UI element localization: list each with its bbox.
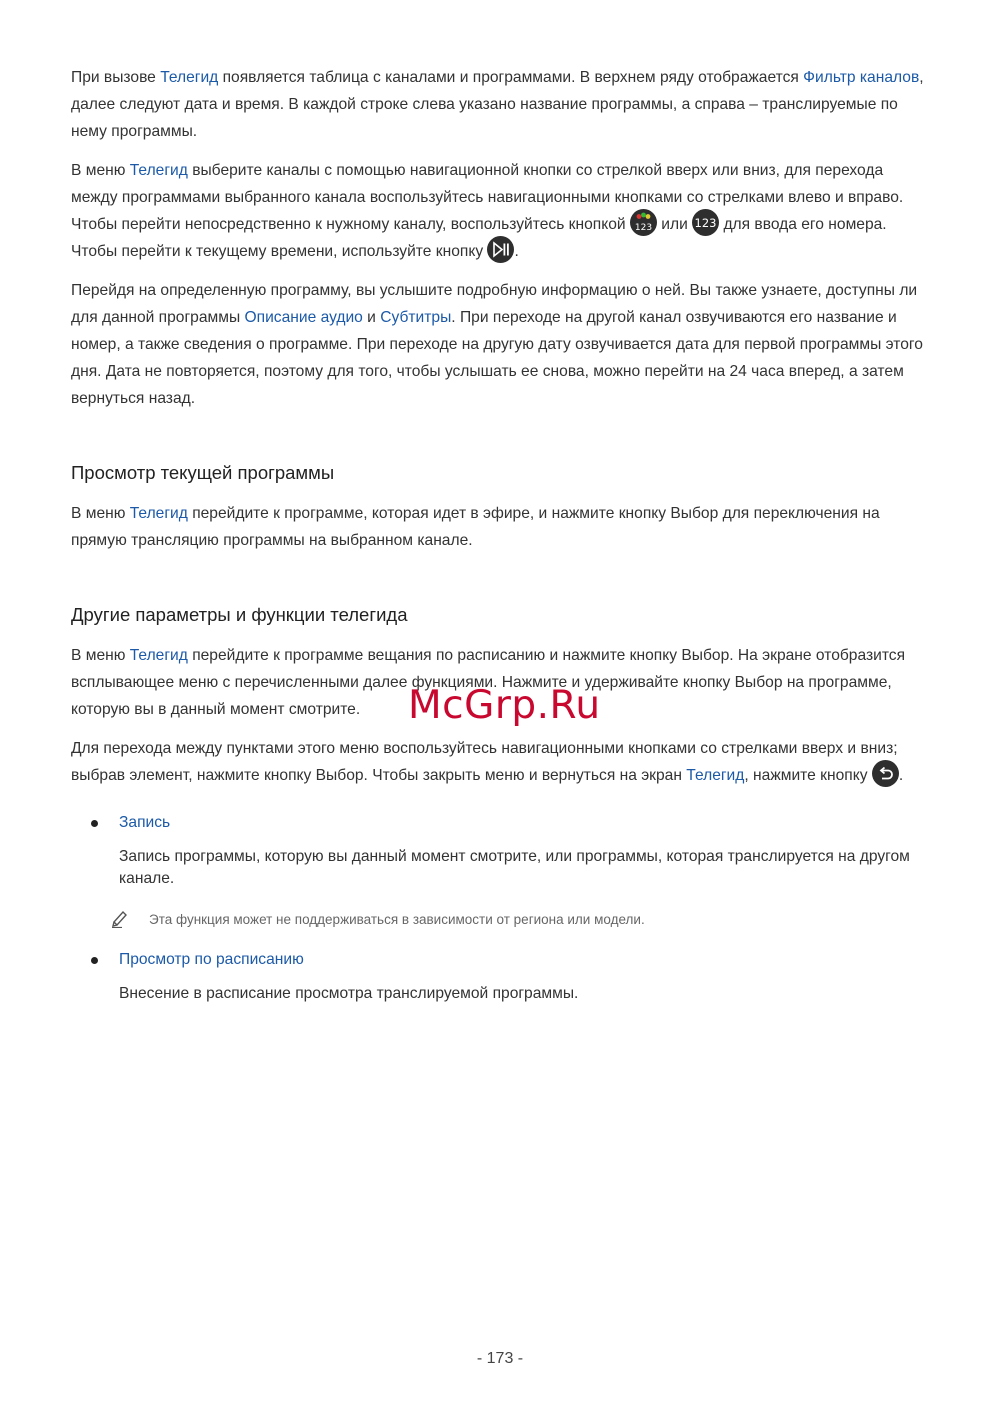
page-number: - 173 - bbox=[476, 1350, 524, 1367]
navigation-paragraph: В меню Телегид выберите каналы с помощью навигационной кнопки со стрелкой вверх или вниз, для перехода между программами выбранного канала воспользуйтесь навигационными кнопками со стрелками влево и вправо. Чтобы перейти непосредственно к нужному каналу, воспользуйтесь кнопкой 123 или 123 для ввода его номера. Чтобы перейти к текущему времени, используйте кнопку . bbox=[71, 157, 931, 265]
link-tv-guide[interactable]: Телегид bbox=[129, 647, 188, 664]
play-pause-button-icon bbox=[487, 236, 514, 263]
record-description: Запись программы, которую вы данный момент смотрите, или программы, которая транслируется на другом канале. bbox=[119, 848, 910, 887]
numeric-123-label: 123 bbox=[694, 216, 717, 231]
link-audio-description[interactable]: Описание аудио bbox=[244, 309, 363, 326]
link-channel-filter[interactable]: Фильтр каналов bbox=[803, 69, 920, 86]
section-heading-other-options: Другие параметры и функции телегида bbox=[71, 604, 408, 625]
audio-description-paragraph: Перейдя на определенную программу, вы услышите подробную информацию о ней. Вы также узнаете, доступны ли для данной программы Описание аудио и Субтитры. При переходе на другой канал озвучиваются его название и номер, а также сведения о программе. При переходе на другую дату озвучивается дата для первой программы этого дня. Дата не повторяется, поэтому для того, чтобы услышать ее снова, можно перейти на 24 часа вперед, а затем вернуться назад. bbox=[71, 282, 923, 407]
link-tv-guide[interactable]: Телегид bbox=[160, 69, 219, 86]
pencil-note-icon bbox=[111, 908, 129, 934]
return-button-icon bbox=[872, 760, 899, 787]
link-tv-guide[interactable]: Телегид bbox=[129, 162, 188, 179]
link-tv-guide[interactable]: Телегид bbox=[129, 505, 188, 522]
numeric-123-button-icon bbox=[692, 209, 719, 236]
bullet-icon bbox=[91, 957, 98, 964]
popup-menu-paragraph: В меню Телегид перейдите к программе вещания по расписанию и нажмите кнопку Выбор. На экране отобразится всплывающее меню с перечисленными далее функциями. Нажмите и удерживайте кнопку Выбор на программе, которую вы в данный момент смотрите. bbox=[71, 647, 906, 718]
intro-paragraph: При вызове Телегид появляется таблица с каналами и программами. В верхнем ряду отображается Фильтр каналов, далее следуют дата и время. В каждой строке слева указано название программы, а справа – транслируемые по нему программы. bbox=[71, 69, 924, 140]
page-content bbox=[71, 64, 931, 1005]
color-123-label: 123 bbox=[634, 223, 653, 234]
note-text: Эта функция может не поддерживаться в зависимости от региона или модели. bbox=[149, 912, 645, 927]
scheduled-viewing-description: Внесение в расписание просмотра транслируемой программы. bbox=[119, 985, 579, 1002]
list-item bbox=[71, 948, 931, 972]
current-program-paragraph: В меню Телегид перейдите к программе, которая идет в эфире, и нажмите кнопку Выбор для переключения на прямую трансляцию программы на выбранном канале. bbox=[71, 505, 880, 549]
menu-navigation-paragraph: Для перехода между пунктами этого меню воспользуйтесь навигационными кнопками со стрелками вверх и вниз; выбрав элемент, нажмите кнопку Выбор. Чтобы закрыть меню и вернуться на экран Телегид, нажмите кнопку . bbox=[71, 735, 931, 789]
link-scheduled-viewing[interactable]: Просмотр по расписанию bbox=[119, 951, 304, 968]
link-tv-guide[interactable]: Телегид bbox=[686, 767, 745, 784]
section-heading-current-program: Просмотр текущей программы bbox=[71, 462, 335, 483]
link-record[interactable]: Запись bbox=[119, 814, 171, 831]
watermark: McGrp.Ru bbox=[408, 683, 601, 728]
link-subtitles[interactable]: Субтитры bbox=[380, 309, 452, 326]
color-123-button-icon bbox=[630, 209, 657, 236]
list-item bbox=[71, 811, 931, 835]
bullet-icon bbox=[91, 820, 98, 827]
record-note bbox=[71, 910, 931, 930]
